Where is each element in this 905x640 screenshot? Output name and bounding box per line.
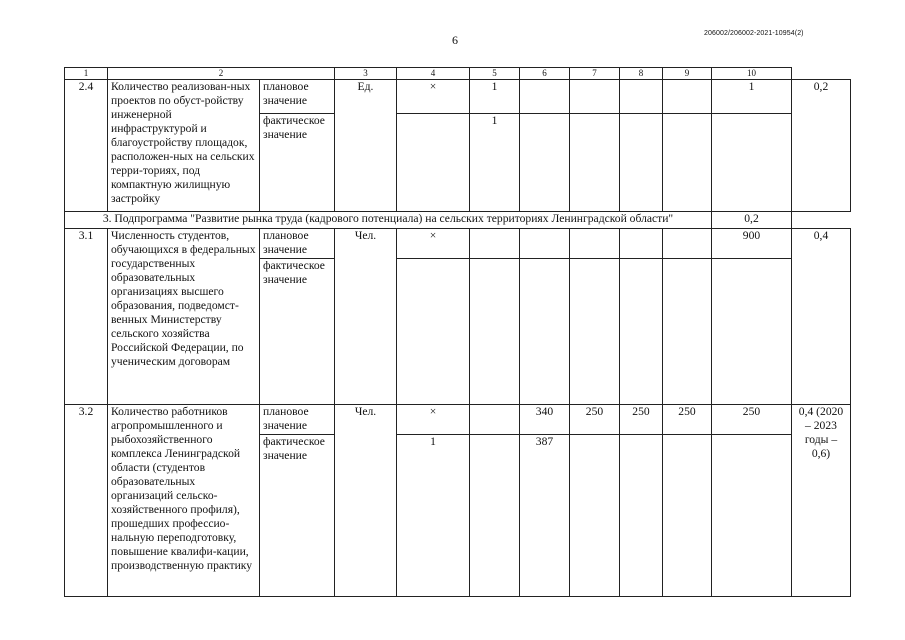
plan-value [620,229,663,259]
table-row [65,80,851,114]
weight: 0,2 [792,80,851,212]
plan-value: 250 [663,405,712,435]
plan-value: × [397,80,470,114]
fact-value [397,259,470,405]
plan-value [570,80,620,114]
indicator-name: Количество реализован-ных проектов по обуст-ройству инженерной инфраструктурой и благоустройству площадок, расположен-ных на сельских терри-ториях, под компактную жилищную застройку [108,80,260,212]
fact-value [470,259,520,405]
plan-label: плановое значение [260,80,335,114]
fact-value [712,435,792,597]
column-number: 3 [335,68,397,80]
plan-label: плановое значение [260,229,335,259]
plan-value: 250 [570,405,620,435]
section-row [65,212,851,229]
plan-value [520,80,570,114]
fact-value [470,435,520,597]
plan-value: 250 [712,405,792,435]
indicator-name: Количество работников агропромышленного и рыбохозяйственного комплекса Ленинградской области (студентов образовательных организаций сельско-хозяйственного профиля), прошедших профессио-нальную переподготовку, повышение квалифи-кации, производственную практику [108,405,260,597]
row-id: 3.2 [65,405,108,597]
unit: Чел. [335,405,397,597]
fact-value: 387 [520,435,570,597]
document-reference: 206002/206002-2021-10954(2) [704,30,804,37]
plan-value [620,80,663,114]
column-number: 8 [620,68,663,80]
weight: 0,4 [792,229,851,405]
fact-value [570,114,620,212]
plan-value [520,229,570,259]
fact-value [620,259,663,405]
fact-value [620,435,663,597]
page-number: 6 [452,33,458,47]
fact-value [663,114,712,212]
column-number: 6 [520,68,570,80]
indicators-table [64,67,851,597]
plan-label: плановое значение [260,405,335,435]
plan-value [570,229,620,259]
plan-value [663,80,712,114]
fact-value [712,259,792,405]
column-number: 2 [108,68,335,80]
plan-value: × [397,229,470,259]
column-number: 7 [570,68,620,80]
table-row [65,405,851,435]
fact-label: фактическое значение [260,435,335,597]
fact-value [663,259,712,405]
unit: Чел. [335,229,397,405]
indicator-name: Численность студентов, обучающихся в федеральных государственных образовательных организациях высшего образования, подведомст-венных Министерству сельского хозяйства Российской Федерации, по ученическим договорам [108,229,260,405]
fact-value [520,114,570,212]
column-number: 10 [712,68,792,80]
plan-value: 1 [712,80,792,114]
row-id: 2.4 [65,80,108,212]
plan-value: 900 [712,229,792,259]
fact-value [712,114,792,212]
fact-value: 1 [397,435,470,597]
table-row [65,229,851,259]
column-number: 5 [470,68,520,80]
fact-value [570,259,620,405]
fact-value: 1 [470,114,520,212]
fact-label: фактическое значение [260,114,335,212]
fact-value [620,114,663,212]
row-id: 3.1 [65,229,108,405]
column-number: 9 [663,68,712,80]
plan-value [663,229,712,259]
column-number-row [65,68,851,80]
fact-value [397,114,470,212]
plan-value [470,229,520,259]
section-title: 3. Подпрограмма "Развитие рынка труда (кадрового потенциала) на сельских территориях Ленинградской области" [65,212,712,229]
plan-value: × [397,405,470,435]
plan-value: 1 [470,80,520,114]
column-number: 4 [397,68,470,80]
column-number: 1 [65,68,108,80]
unit: Ед. [335,80,397,212]
plan-value [470,405,520,435]
weight: 0,2 [712,212,792,229]
plan-value: 250 [620,405,663,435]
fact-value [570,435,620,597]
plan-value: 340 [520,405,570,435]
fact-label: фактическое значение [260,259,335,405]
fact-value [663,435,712,597]
fact-value [520,259,570,405]
weight: 0,4 (2020 – 2023 годы – 0,6) [792,405,851,597]
